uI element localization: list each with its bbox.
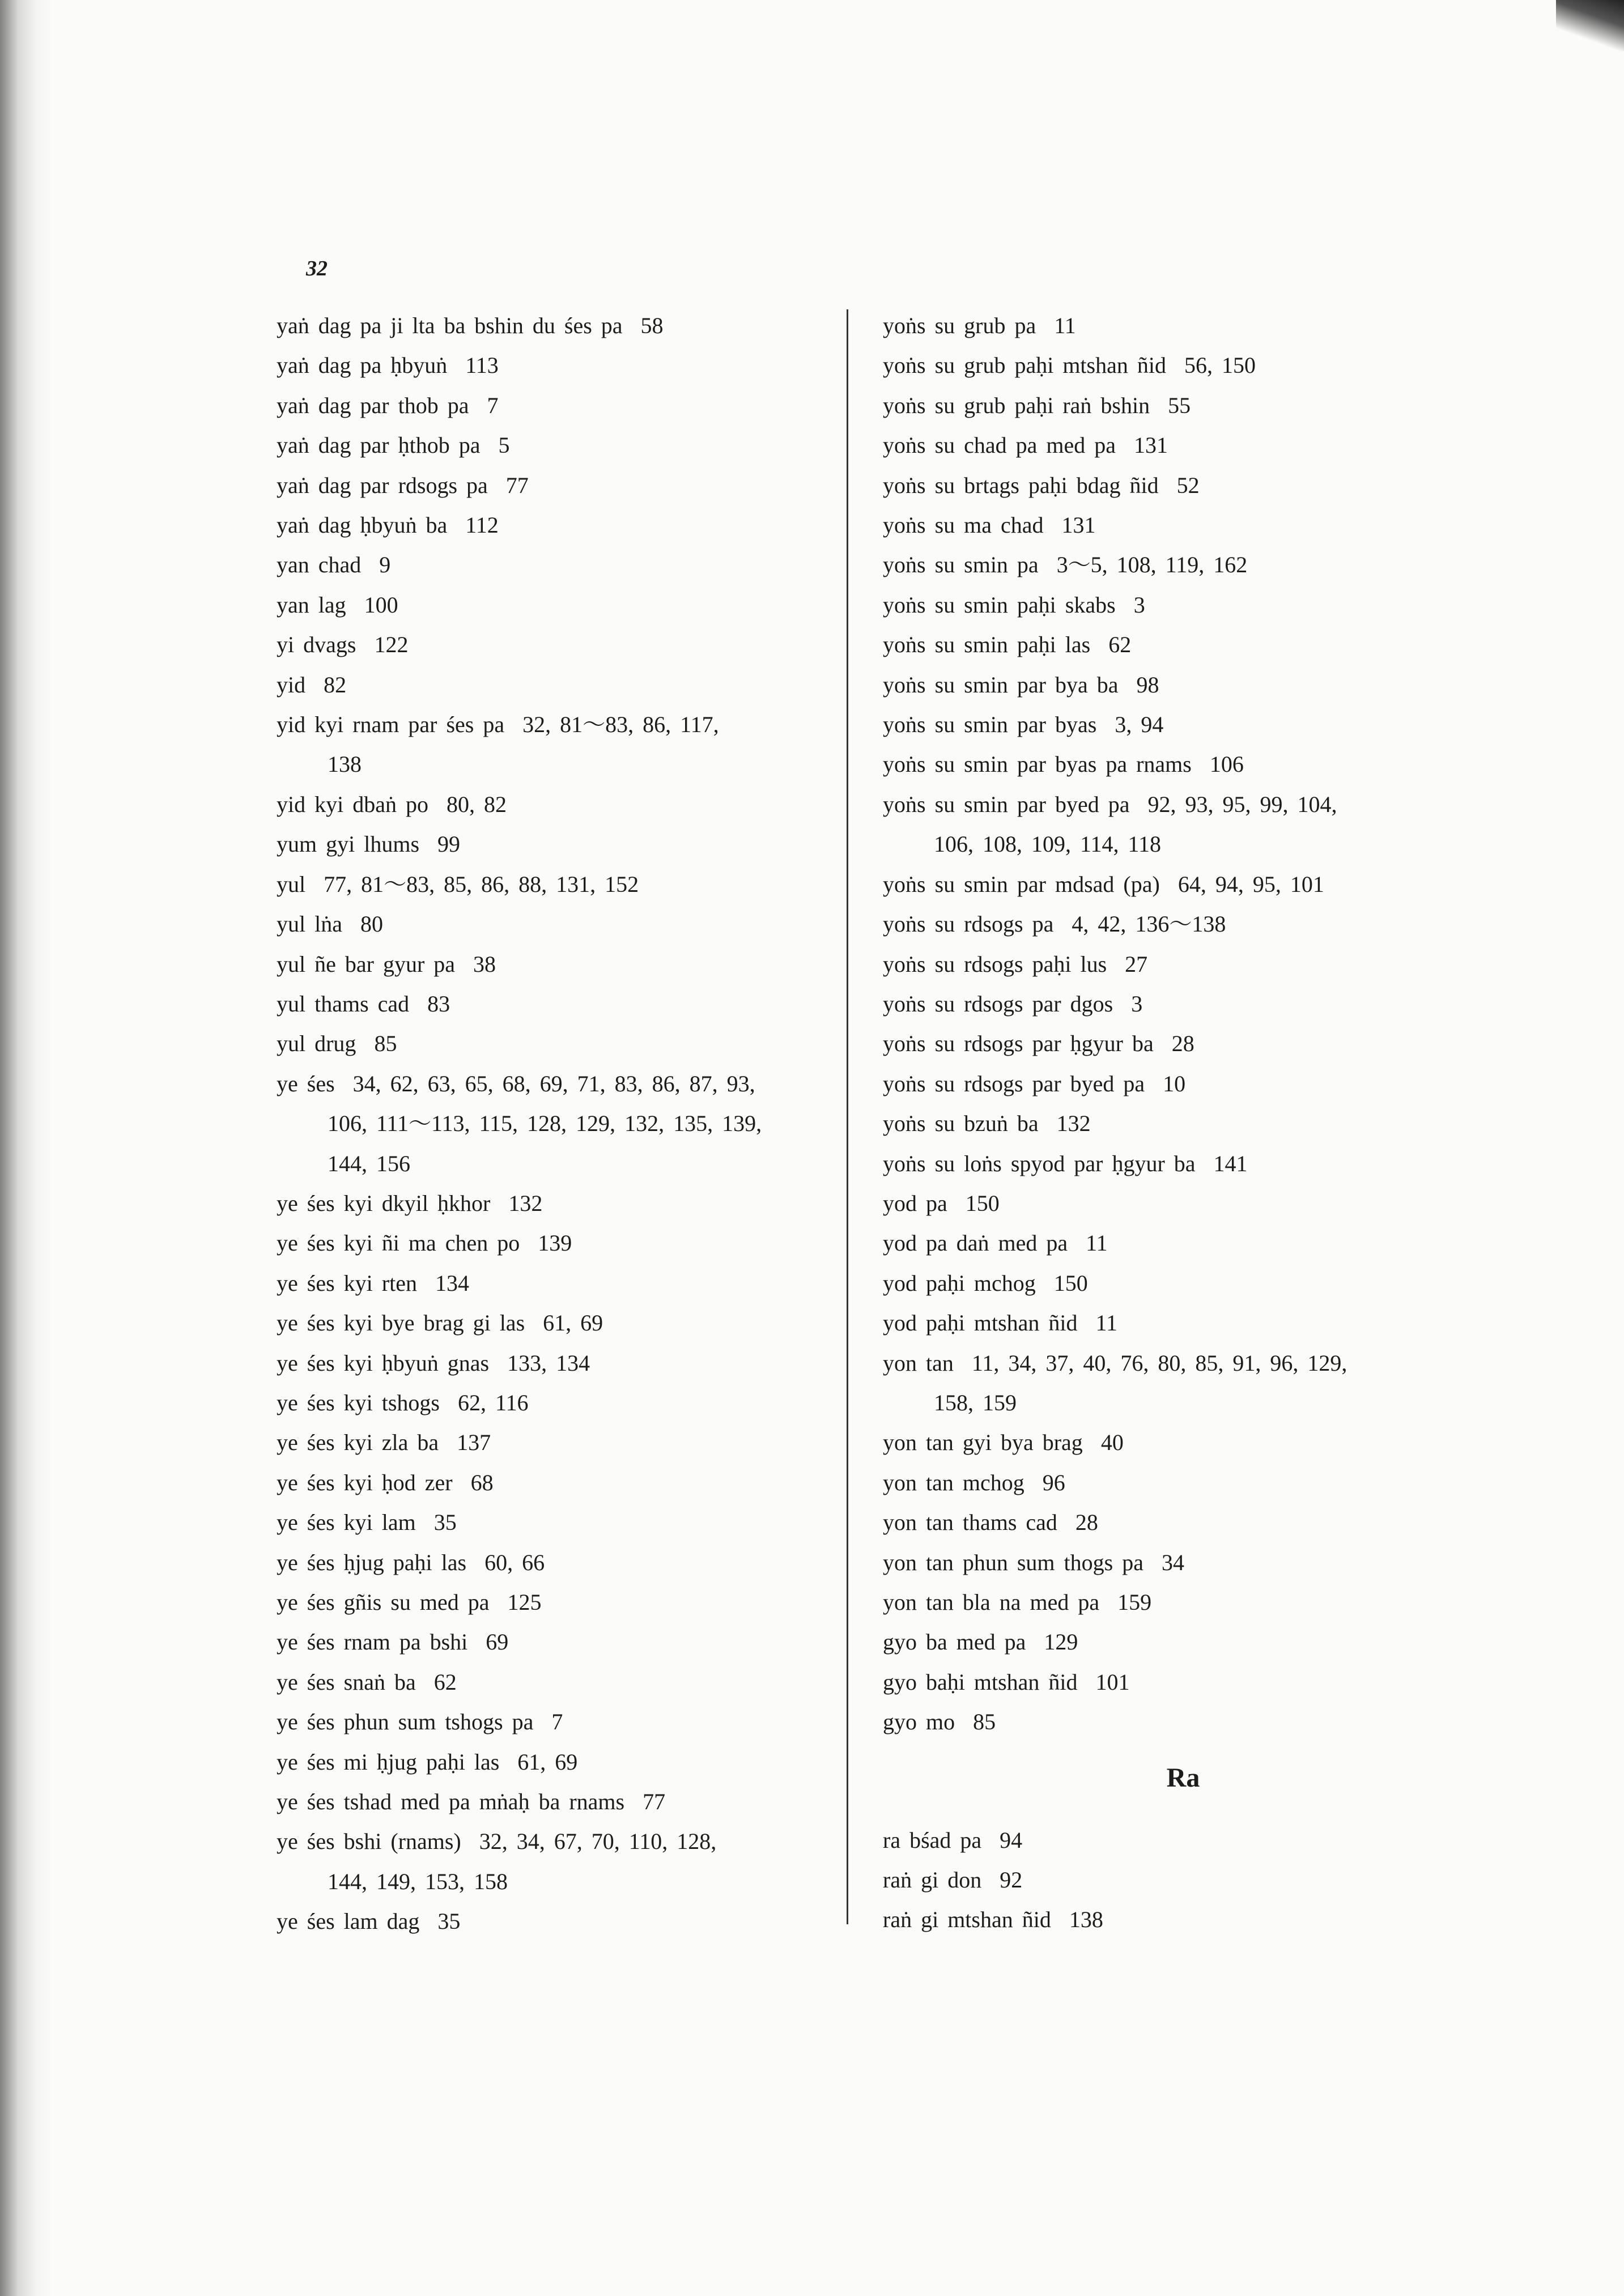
index-term: yum gyi lhums [277,831,420,857]
index-entry [883,1024,1449,1064]
index-page-refs: 3〜5, 108, 119, 162 [1056,552,1248,578]
index-term: ye śes kyi ñi ma chen po [277,1230,520,1256]
index-entry [277,585,832,625]
index-entry [883,1423,1449,1462]
index-page-refs: 27 [1125,951,1148,977]
index-term: ye śes kyi zla ba [277,1430,439,1456]
index-entry [883,1543,1449,1583]
index-entry [883,1184,1449,1223]
index-term: yul thams cad [277,990,410,1017]
index-entry [883,426,1449,465]
index-term: yoṅs su rdsogs par ḥgyur ba [883,1031,1154,1057]
index-page-refs: 139 [538,1230,572,1256]
index-page-refs: 112 [465,512,499,538]
index-entry [883,1702,1449,1742]
index-page-refs: 5 [498,432,510,458]
index-entry [277,984,832,1024]
index-term: yoṅs su rdsogs par byed pa [883,1070,1145,1096]
index-column-right [883,306,1449,1940]
index-term: yoṅs su smin par mdsad (pa) [883,871,1160,897]
index-entry [277,1024,832,1064]
page-number: 32 [306,257,328,280]
index-term: raṅ gi mtshan ñid [883,1907,1051,1933]
index-page-refs: 11 [1054,313,1076,338]
index-page-refs: 61, 69 [517,1749,578,1775]
index-page-refs: 9 [379,552,391,578]
index-page-refs: 134 [435,1270,469,1296]
index-term: ye śes bshi (rnams) [277,1829,461,1855]
index-page-refs: 34, 62, 63, 65, 68, 69, 71, 83, 86, 87, 93, [352,1070,755,1096]
index-page-refs: 101 [1095,1669,1130,1695]
index-entry [277,625,832,665]
index-entry [277,1663,832,1702]
index-term: gyo baḥi mtshan ñid [883,1669,1078,1695]
index-entry [883,306,1449,346]
index-entry [277,945,832,984]
index-term: gyo ba med pa [883,1629,1026,1655]
index-page-refs: 98 [1136,671,1159,698]
index-page-refs: 133, 134 [507,1350,590,1376]
index-page-refs: 38 [473,951,496,977]
index-page-refs: 58 [640,313,664,338]
index-term: raṅ gi don [883,1867,982,1893]
index-entry [277,1463,832,1503]
index-entry [883,505,1449,545]
index-entry [277,505,832,545]
index-term: yul ñe bar gyur pa [277,951,456,977]
index-term: yul lṅa [277,911,342,937]
index-page-refs: 55 [1168,392,1191,418]
index-term: yoṅs su smin par bya ba [883,671,1119,698]
index-term: yi dvags [277,632,356,658]
index-term: yoṅs su loṅs spyod par ḥgyur ba [883,1150,1196,1176]
index-entry [883,1503,1449,1542]
index-entry [277,1343,832,1383]
index-page-refs: 62 [1108,632,1132,658]
index-entry [883,386,1449,426]
index-term: yoṅs su brtags paḥi bdag ñid [883,472,1159,498]
index-page-refs: 113 [465,352,499,379]
index-page-refs: 11, 34, 37, 40, 76, 80, 85, 91, 96, 129, [971,1350,1347,1376]
index-entry [277,545,832,585]
index-page-refs: 11 [1086,1230,1108,1256]
column-divider [847,309,848,1924]
index-page-refs: 62, 116 [458,1389,529,1415]
index-term: yoṅs su chad pa med pa [883,432,1116,458]
index-term: yon tan bla na med pa [883,1589,1100,1615]
index-entry [277,1822,832,1861]
index-entry [883,1463,1449,1503]
index-term: yon tan [883,1350,954,1376]
index-page-refs: 131 [1061,512,1096,538]
index-entry [883,625,1449,665]
index-page-refs: 150 [965,1190,1000,1216]
index-entry [883,1264,1449,1303]
index-entry [883,904,1449,944]
index-page-refs: 122 [374,632,409,658]
index-entry [277,824,832,864]
index-entry [277,466,832,505]
index-page-refs: 159 [1117,1589,1152,1615]
scan-corner-mark [1556,0,1624,51]
index-term: ye śes kyi bye brag gi las [277,1310,525,1336]
section-heading: Ra [1166,1762,1200,1793]
index-term: yaṅ dag par ḥthob pa [277,432,481,458]
index-entry [883,585,1449,625]
index-column-left [277,306,832,1942]
index-entry [883,1622,1449,1662]
index-entry [277,1503,832,1542]
index-entry [277,1742,832,1782]
index-term: ye śes rnam pa bshi [277,1629,468,1655]
index-entry [883,346,1449,385]
index-term: ye śes gñis su med pa [277,1589,490,1615]
index-page-refs: 100 [364,592,398,618]
index-entry [883,1303,1449,1343]
index-page-refs: 7 [551,1709,563,1735]
index-page-refs: 77, 81〜83, 85, 86, 88, 131, 152 [324,871,639,897]
index-term: yul [277,871,306,897]
index-term: yaṅ dag par thob pa [277,392,469,418]
index-term: yaṅ dag par rdsogs pa [277,472,488,498]
index-term: ra bśad pa [883,1827,982,1853]
index-entry [277,1423,832,1462]
index-page-refs: 131 [1134,432,1168,458]
index-page-refs: 60, 66 [484,1549,545,1575]
index-term: yoṅs su smin paḥi skabs [883,592,1116,618]
index-entry-continuation: 106, 111〜113, 115, 128, 129, 132, 135, 139, [328,1111,762,1137]
index-entry [883,1663,1449,1702]
index-page-refs: 80, 82 [446,791,507,817]
index-entry [883,865,1449,904]
index-term: ye śes kyi lam [277,1510,416,1536]
index-entry [883,1104,1449,1143]
index-page-refs: 11 [1095,1310,1118,1336]
index-term: yon tan gyi bya brag [883,1430,1083,1456]
index-page-refs: 52 [1176,472,1200,498]
index-page-refs: 56, 150 [1184,352,1256,379]
index-page-refs: 94 [1000,1827,1023,1853]
index-term: ye śes ḥjug paḥi las [277,1549,467,1575]
index-entry [883,705,1449,745]
index-entry [883,1860,1449,1900]
index-term: ye śes kyi ḥbyuṅ gnas [277,1350,490,1376]
index-entry [277,1064,832,1104]
index-page-refs: 132 [508,1190,543,1216]
index-page-refs: 96 [1042,1469,1065,1495]
index-term: ye śes lam dag [277,1908,420,1934]
index-page-refs: 28 [1075,1510,1098,1536]
index-entry [277,1383,832,1423]
index-entry [277,1782,832,1822]
index-entry [883,545,1449,585]
index-term: yaṅ dag ḥbyuṅ ba [277,512,448,538]
index-page-refs: 138 [1069,1907,1103,1933]
index-term: yan lag [277,592,346,618]
index-term: ye śes [277,1070,335,1096]
index-entry [277,1223,832,1263]
index-page-refs: 99 [437,831,461,857]
index-entry [277,306,832,346]
index-page-refs: 106 [1209,751,1244,777]
index-entry [277,705,832,745]
index-entry-continuation: 158, 159 [934,1389,1017,1415]
index-term: ye śes mi ḥjug paḥi las [277,1749,500,1775]
index-page-refs: 83 [427,990,450,1017]
index-page-refs: 85 [973,1709,996,1735]
index-term: ye śes kyi tshogs [277,1389,440,1415]
index-page-refs: 61, 69 [543,1310,603,1336]
index-entry [277,1622,832,1662]
index-page-refs: 82 [324,671,347,698]
index-term: yod pa daṅ med pa [883,1230,1068,1256]
index-page-refs: 35 [437,1908,461,1934]
index-term: yid kyi rnam par śes pa [277,712,505,738]
index-term: ye śes kyi ḥod zer [277,1469,453,1495]
index-term: yoṅs su smin pa [883,552,1039,578]
index-entry [277,386,832,426]
index-entry [883,785,1449,824]
index-term: yoṅs su smin paḥi las [883,632,1091,658]
index-page-refs: 125 [507,1589,542,1615]
index-term: yoṅs su ma chad [883,512,1044,538]
index-page-refs: 68 [470,1469,494,1495]
index-page-refs: 150 [1053,1270,1088,1296]
index-entry [883,1583,1449,1622]
index-term: yod pa [883,1190,947,1216]
index-entry [277,865,832,904]
index-page-refs: 80 [360,911,383,937]
index-page-refs: 92, 93, 95, 99, 104, [1147,791,1337,817]
index-term: ye śes kyi rten [277,1270,417,1296]
index-page-refs: 85 [374,1031,397,1057]
index-term: gyo mo [883,1709,955,1735]
index-term: yon tan thams cad [883,1510,1057,1536]
index-entry-continuation: 138 [328,751,362,777]
index-entry [277,665,832,705]
index-entry [277,1543,832,1583]
index-term: yaṅ dag pa ḥbyuṅ [277,352,448,379]
index-entry [883,1223,1449,1263]
index-term: yoṅs su grub paḥi raṅ bshin [883,392,1150,418]
index-entry [883,466,1449,505]
index-entry-continuation: 144, 149, 153, 158 [328,1868,508,1894]
index-term: yoṅs su bzuṅ ba [883,1111,1039,1137]
index-term: yon tan mchog [883,1469,1024,1495]
index-page-refs: 69 [486,1629,509,1655]
index-term: ye śes tshad med pa mṅaḥ ba rnams [277,1789,625,1815]
index-entry [883,1064,1449,1104]
scan-edge-shadow [0,0,52,2296]
index-page-refs: 77 [505,472,529,498]
index-term: yoṅs su smin par byed pa [883,791,1130,817]
index-entry [277,346,832,385]
index-term: ye śes phun sum tshogs pa [277,1709,534,1735]
index-entry [277,1902,832,1941]
index-entry [277,1303,832,1343]
index-page-refs: 141 [1213,1150,1248,1176]
index-entry [883,665,1449,705]
index-entry [883,1144,1449,1184]
index-page-refs: 92 [1000,1867,1023,1893]
index-entry [277,1702,832,1742]
index-term: yoṅs su smin par byas [883,712,1097,738]
index-entry [277,1184,832,1223]
index-page-refs: 132 [1056,1111,1091,1137]
index-term: yoṅs su grub pa [883,313,1036,338]
index-entry-continuation: 144, 156 [328,1150,410,1176]
index-term: yaṅ dag pa ji lta ba bshin du śes pa [277,313,623,338]
index-page-refs: 28 [1171,1031,1194,1057]
index-term: yon tan phun sum thogs pa [883,1549,1143,1575]
index-term: yoṅs su smin par byas pa rnams [883,751,1192,777]
index-page-refs: 40 [1100,1430,1124,1456]
index-term: ye śes kyi dkyil ḥkhor [277,1190,491,1216]
index-page-refs: 7 [487,392,499,418]
index-page-refs: 35 [433,1510,457,1536]
index-entry [277,785,832,824]
index-term: yoṅs su rdsogs par dgos [883,990,1113,1017]
index-term: yid [277,671,306,698]
index-entry [277,1583,832,1622]
index-entry [883,1821,1449,1860]
index-term: yan chad [277,552,362,578]
index-term: yoṅs su rdsogs pa [883,911,1054,937]
index-page-refs: 4, 42, 136〜138 [1072,911,1226,937]
index-term: yod paḥi mtshan ñid [883,1310,1078,1336]
index-page-refs: 3 [1131,990,1143,1017]
index-term: yod paḥi mchog [883,1270,1036,1296]
index-entry [277,1264,832,1303]
index-page-refs: 3 [1133,592,1145,618]
index-term: yoṅs su rdsogs paḥi lus [883,951,1107,977]
index-entry [883,1343,1449,1383]
index-term: ye śes snaṅ ba [277,1669,416,1695]
index-page-refs: 34 [1161,1549,1184,1575]
index-page-refs: 32, 81〜83, 86, 117, [522,712,719,738]
index-entry [883,945,1449,984]
index-page-refs: 64, 94, 95, 101 [1177,871,1324,897]
index-entry [883,1900,1449,1940]
index-entry-continuation: 106, 108, 109, 114, 118 [934,831,1162,857]
index-page-refs: 62 [433,1669,457,1695]
index-term: yoṅs su grub paḥi mtshan ñid [883,352,1166,379]
index-page-refs: 129 [1044,1629,1078,1655]
index-page-refs: 10 [1163,1070,1186,1096]
index-entry [277,904,832,944]
index-page-refs: 32, 34, 67, 70, 110, 128, [479,1829,717,1855]
index-page-refs: 77 [643,1789,666,1815]
index-term: yid kyi dbaṅ po [277,791,428,817]
index-page-refs: 3, 94 [1115,712,1164,738]
index-page-refs: 137 [457,1430,491,1456]
index-entry [277,426,832,465]
index-term: yul drug [277,1031,356,1057]
index-entry [883,745,1449,784]
index-entry [883,984,1449,1024]
